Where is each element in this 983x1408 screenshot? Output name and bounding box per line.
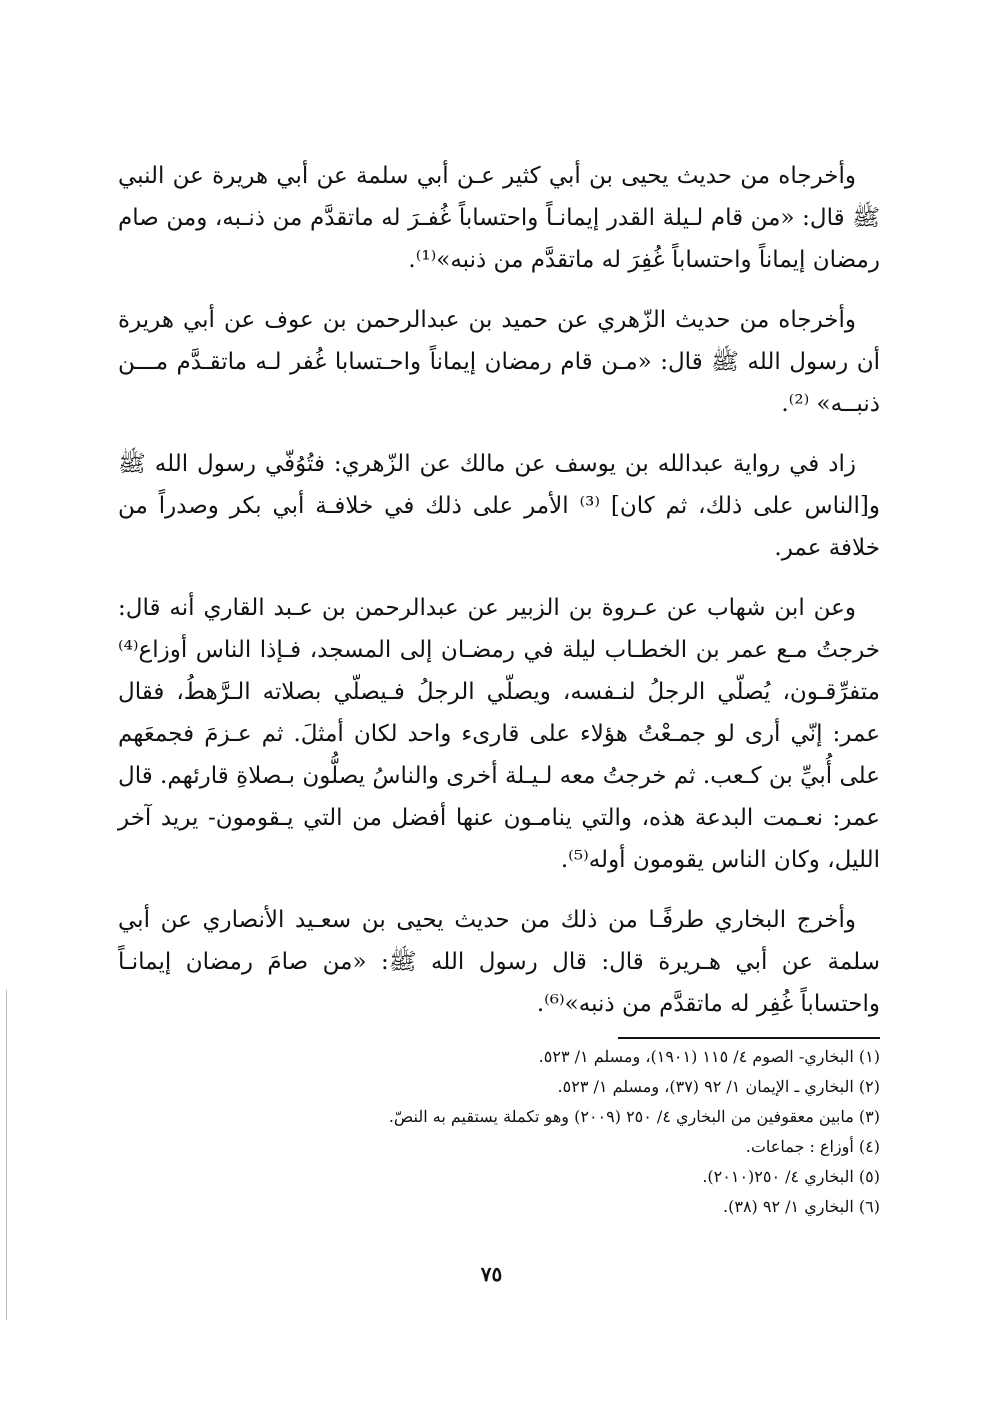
footnote-5: (٥) البخاري ٤/ ٢٥٠(٢٠١٠). bbox=[702, 1167, 880, 1186]
page-number: ٧٥ bbox=[480, 1262, 503, 1286]
footnote-6: (٦) البخاري ١/ ٩٢ (٣٨). bbox=[723, 1197, 880, 1216]
footnote-2: (٢) البخاري ـ الإيمان ١/ ٩٢ (٣٧)، ومسلم ١/ ٥٢٣. bbox=[557, 1077, 880, 1096]
paragraph-5: وأخرج البخاري طرفًـا من ذلك من حديث يحيى بن سعـيد الأنصاري عن أبي سلمة عن أبي هـريرة قال: قال رسول الله ﷺ: «من صامَ رمضان إيمانـاً واحتساباً غُفِر له ماتقدَّم من ذنبه»⁽⁶⁾. bbox=[118, 907, 880, 1017]
footnote-1: (١) البخاري- الصوم ٤/ ١١٥ (١٩٠١)، ومسلم ١/ ٥٢٣. bbox=[538, 1047, 880, 1066]
paragraph-1: وأخرجاه من حديث يحيى بن أبي كثير عـن أبي سلمة عن أبي هريرة عن النبي ﷺ قال: «من قام لـيلة القدر إيمانـاً واحتساباً غُفـرَ له ماتقدَّم من ذنـبه، ومن صام رمضان إيماناً واحتساباً غُفِرَ له ماتقدَّم من ذنبه»⁽¹⁾. bbox=[118, 163, 880, 273]
footnote-3: (٣) مابين معقوفين من البخاري ٤/ ٢٥٠ (٢٠٠٩) وهو تكملة يستقيم به النصّ. bbox=[388, 1107, 880, 1126]
footnote-separator bbox=[618, 1037, 880, 1039]
main-text-body bbox=[118, 155, 880, 1043]
paragraph-3: زاد في رواية عبدالله بن يوسف عن مالك عن الزّهري: فتُوُفّي رسول الله ﷺ و[الناس على ذلك، ثم كان] ⁽³⁾ الأمر على ذلك في خلافـة أبي بكر وصدراً من خلافة عمر. bbox=[118, 451, 880, 561]
paragraph-2: وأخرجاه من حديث الزّهري عن حميد بن عبدالرحمن بن عوف عن أبي هريرة أن رسول الله ﷺ قال: «مـن قام رمضان إيماناً واحـتسابا غُفر لـه ماتقـدَّم مـــن ذنبــه» ⁽²⁾. bbox=[118, 307, 880, 417]
footnote-4: (٤) أوزاع : جماعات. bbox=[745, 1137, 880, 1156]
footnotes-list bbox=[118, 1042, 880, 1222]
paragraph-4: وعن ابن شهاب عن عـروة بن الزبير عن عبدالرحمن بن عـبد القاري أنه قال: خرجتُ مـع عمر بن الخطـاب ليلة في رمضـان إلى المسجد، فـإذا الناس أوزاع⁽⁴⁾ متفرِّقـون، يُصلّي الرجلُ لنـفسه، ويصلّي الرجلُ فـيصلّي بصلاته الـرَّهطُ، فقال عمر: إنّي أرى لو جمـعْتُ هؤلاء على قارىء واحد لكان أمثلَ. ثم عـزمَ فجمعَهم على أُبيِّ بن كـعب. ثم خرجتُ معه لـيـلة أخرى والناسُ يصلُّون بـصلاةِ قارئهم. قال عمر: نعـمت البدعة هذه، والتي ينامـون عنها أفضل من التي يـقومون- يريد آخر الليل، وكان الناس يقومون أوله⁽⁵⁾. bbox=[118, 595, 880, 873]
